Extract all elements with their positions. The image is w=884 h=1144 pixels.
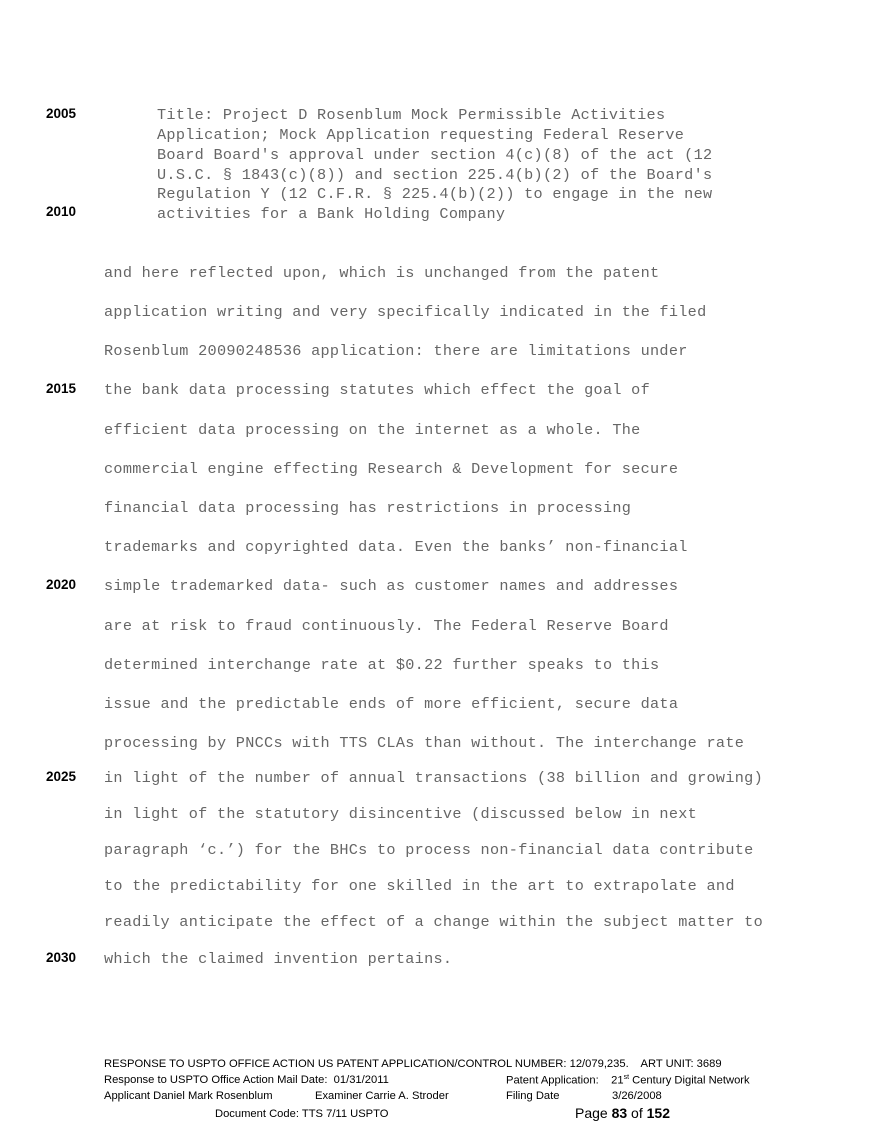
footer-application-line: RESPONSE TO USPTO OFFICE ACTION US PATENT APPLICATION/CONTROL NUMBER: 12/079,235. ART UNIT: 3689: [104, 1058, 722, 1070]
body-line: and here reflected upon, which is unchanged from the patent: [104, 264, 660, 282]
body-line: simple trademarked data- such as customer names and addresses: [104, 577, 679, 595]
body-line: to the predictability for one skilled in the art to extrapolate and: [104, 877, 735, 895]
body-line: commercial engine effecting Research & Development for secure: [104, 460, 679, 478]
footer-document-code: Document Code: TTS 7/11 USPTO: [215, 1108, 389, 1120]
body-line: efficient data processing on the internet as a whole. The: [104, 421, 641, 439]
body-line: are at risk to fraud continuously. The Federal Reserve Board: [104, 617, 669, 635]
body-line: the bank data processing statutes which effect the goal of: [104, 381, 651, 399]
body-line: processing by PNCCs with TTS CLAs than without. The interchange rate: [104, 734, 745, 752]
footer-filing-date-value: 3/26/2008: [612, 1090, 662, 1102]
title-line: activities for a Bank Holding Company: [157, 205, 506, 223]
footer-patent-application: [506, 1074, 750, 1087]
body-line: paragraph ‘c.’) for the BHCs to process non-financial data contribute: [104, 841, 754, 859]
page-total: 152: [646, 1105, 670, 1121]
line-number: 2025: [46, 769, 77, 784]
footer-examiner: Examiner Carrie A. Stroder: [315, 1090, 449, 1102]
footer-patent-application-label: Patent Application: 21: [506, 1074, 624, 1087]
body-line: which the claimed invention pertains.: [104, 950, 453, 968]
line-number: 2010: [46, 204, 77, 219]
body-line: trademarks and copyrighted data. Even the banks’ non-financial: [104, 538, 688, 556]
title-line: Application; Mock Application requesting Federal Reserve: [157, 126, 685, 144]
footer-ordinal-suffix: st: [623, 1074, 630, 1081]
title-line: U.S.C. § 1843(c)(8)) and section 225.4(b)(2) of the Board's: [157, 166, 713, 184]
body-line: readily anticipate the effect of a change within the subject matter to: [104, 913, 763, 931]
page-label: Page: [575, 1105, 612, 1121]
body-line: in light of the statutory disincentive (discussed below in next: [104, 805, 698, 823]
body-line: Rosenblum 20090248536 application: there are limitations under: [104, 342, 688, 360]
footer-patent-application-tail: Century Digital Network: [629, 1074, 750, 1087]
line-number: 2020: [46, 577, 77, 592]
footer-applicant: Applicant Daniel Mark Rosenblum: [104, 1090, 273, 1102]
title-line: Board Board's approval under section 4(c)(8) of the act (12: [157, 146, 713, 164]
body-line: issue and the predictable ends of more efficient, secure data: [104, 695, 679, 713]
footer-mail-date: Response to USPTO Office Action Mail Date: 01/31/2011: [104, 1074, 389, 1086]
footer-filing-date-label: Filing Date: [506, 1090, 560, 1102]
page-of: of: [627, 1105, 647, 1121]
page-current: 83: [611, 1105, 628, 1121]
page-number: [575, 1105, 670, 1121]
title-line: Regulation Y (12 C.F.R. § 225.4(b)(2)) to engage in the new: [157, 185, 713, 203]
line-number: 2005: [46, 106, 77, 121]
body-line: application writing and very specifically indicated in the filed: [104, 303, 707, 321]
line-number: 2015: [46, 381, 77, 396]
title-line: Title: Project D Rosenblum Mock Permissible Activities: [157, 106, 666, 124]
body-line: determined interchange rate at $0.22 further speaks to this: [104, 656, 660, 674]
line-number: 2030: [46, 950, 77, 965]
body-line: financial data processing has restrictions in processing: [104, 499, 632, 517]
body-line: in light of the number of annual transactions (38 billion and growing): [104, 769, 763, 787]
